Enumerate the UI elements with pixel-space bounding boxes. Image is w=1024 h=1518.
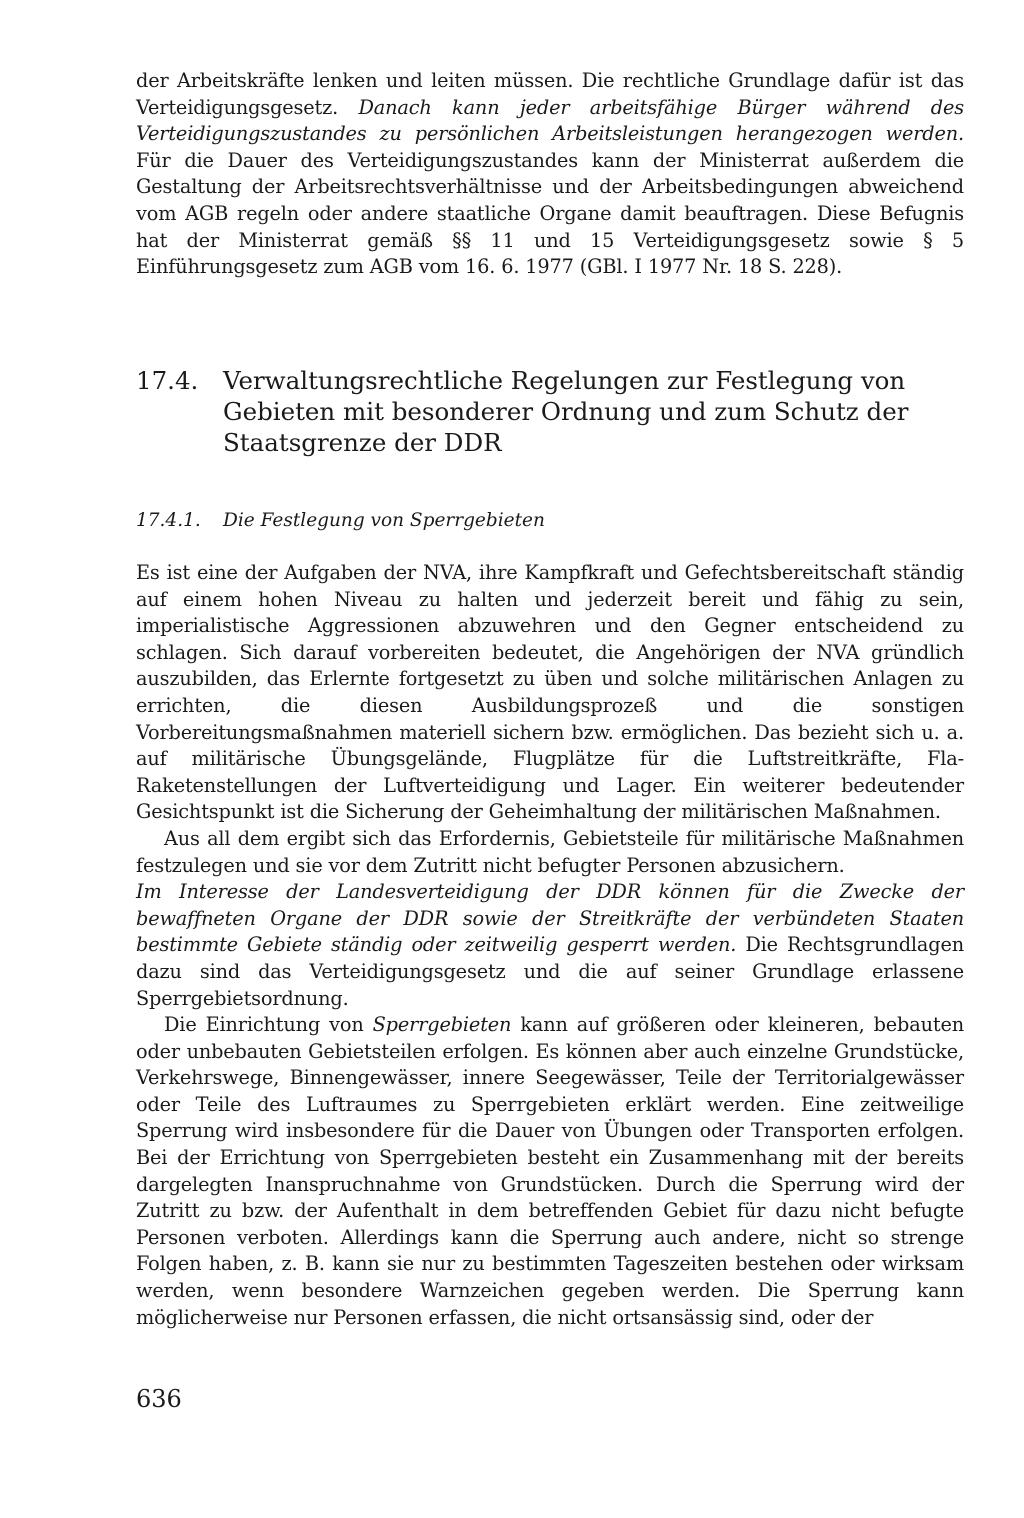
section-number: 17.4. (136, 366, 199, 395)
body-paragraph-4-italic: Sperrgebieten (372, 1013, 512, 1037)
page-number: 636 (136, 1385, 182, 1413)
intro-text-part-2: Für die Dauer des Verteidigungszustandes kann der Ministerrat außerdem die Gestaltung der Arbeitsrechtsverhältnisse und der Arbeitsbedingungen abweichend vom AGB regeln oder andere staatliche Organe damit beauftragen. Diese Befugnis hat der Ministerrat gemäß §§ 11 und 15 Verteidigungsgesetz sowie § 5 Einführungsgesetz zum AGB vom 16. 6. 1977 (GBl. I 1977 Nr. 18 S. 228). (136, 148, 964, 279)
body-paragraph-2: Aus all dem ergibt sich das Erfordernis, Gebietsteile für militärische Maßnahmen festzulegen und sie vor dem Zutritt nicht befugter Personen abzusichern. (136, 826, 964, 877)
section-title: Verwaltungsrechtliche Regelungen zur Festlegung von Gebieten mit besonderer Ordnung und zum Schutz der Staatsgrenze der DDR (223, 366, 909, 457)
body-paragraph-4-rest: kann auf größeren oder kleineren, bebauten oder unbebauten Gebietsteilen erfolgen. Es können aber auch einzelne Grundstücke, Verkehrswege, Binnengewässer, innere Seegewässer, Teile der Territorialgewässer oder Teile des Luftraumes zu Sperrgebieten erklärt werden. Eine zeitweilige Sperrung wird insbesondere für die Dauer von Übungen oder Transporten erfolgen. Bei der Errichtung von Sperrgebieten besteht ein Zusammenhang mit der bereits dargelegten Inanspruchnahme von Grundstücken. Durch die Sperrung wird der Zutritt zu bzw. der Aufenthalt in dem betreffenden Gebiet für dazu nicht befugte Personen verboten. Allerdings kann die Sperrung auch andere, nicht so strenge Folgen haben, z. B. kann sie nur zu bestimmten Tageszeiten bestehen oder wirksam werden, wenn besondere Warnzeichen gegeben werden. Die Sperrung kann möglicherweise nur Personen erfassen, die nicht ortsansässig sind, oder der (136, 1013, 964, 1329)
body-paragraph-4-start: Die Einrichtung von (164, 1013, 373, 1037)
intro-text-part-1: der Arbeitskräfte lenken und leiten müssen. Die rechtliche Grundlage dafür ist das Verteidigungsgesetz. (136, 69, 964, 119)
body-paragraph-1: Es ist eine der Aufgaben der NVA, ihre Kampfkraft und Gefechtsbereitschaft ständig auf einem hohen Niveau zu halten und jederzeit bereit und fähig zu sein, imperialistische Aggressionen abzuwehren und den Gegner entscheidend zu schlagen. Sich darauf vorbereiten bedeutet, die Angehörigen der NVA gründlich auszubilden, das Erlernte fortgesetzt zu üben und solche militärischen Anlagen zu errichten, die diesen Ausbildungsprozeß und die sonstigen Vorbereitungsmaßnahmen materiell sichern bzw. ermöglichen. Das bezieht sich u. a. auf militärische Übungsgelände, Flugplätze für die Luftstreitkräfte, Fla-Raketenstellungen der Luftverteidigung und Lager. Ein weiterer bedeutender Gesichtspunkt ist die Sicherung der Geheimhaltung der militärischen Maßnahmen. (136, 561, 964, 824)
body-paragraph-4 (136, 1012, 964, 1331)
section-heading (136, 365, 976, 458)
subsection-number: 17.4.1. (136, 510, 201, 531)
intro-text (136, 68, 964, 281)
intro-paragraph (136, 68, 964, 281)
body-text (136, 560, 964, 1331)
subsection-title: Die Festlegung von Sperrgebieten (223, 510, 545, 531)
body-paragraph-3 (136, 879, 964, 1012)
subsection-heading (136, 508, 936, 534)
body-paragraph-3-rest: Die Rechtsgrundlagen dazu sind das Verteidigungsgesetz und die auf seiner Grundlage erlassene Sperrgebietsordnung. (136, 933, 964, 1010)
body-paragraph-3-italic: Im Interesse der Landesverteidigung der DDR können für die Zwecke der bewaffneten Organe der DDR sowie der Streitkräfte der verbündeten Staaten bestimmte Gebiete ständig oder zeitweilig gesperrt werden. (136, 880, 964, 957)
intro-text-italic: Danach kann jeder arbeitsfähige Bürger während des Verteidigungszustandes zu persönlichen Arbeitsleistungen herangezogen werden. (136, 95, 964, 146)
